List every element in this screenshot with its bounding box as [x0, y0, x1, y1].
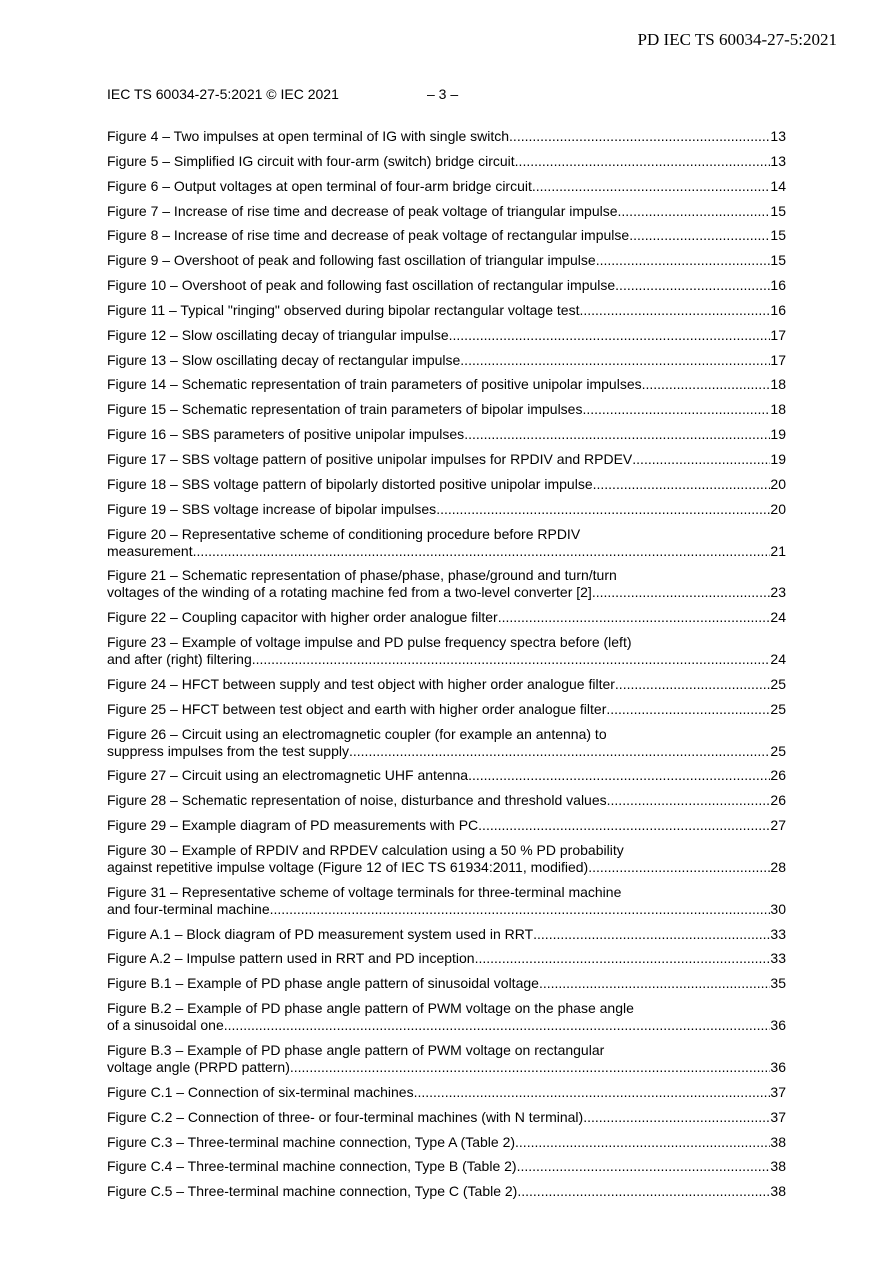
- dot-leader: [606, 701, 770, 718]
- toc-entry[interactable]: [107, 609, 786, 626]
- toc-entry[interactable]: [107, 501, 786, 518]
- toc-entry[interactable]: [107, 842, 786, 876]
- dot-leader: [615, 676, 771, 693]
- dot-leader: [498, 609, 771, 626]
- toc-entry-title: Figure 22 – Coupling capacitor with higher order analogue filter: [107, 609, 498, 626]
- toc-entry-title: Figure 5 – Simplified IG circuit with four-arm (switch) bridge circuit: [107, 152, 515, 169]
- toc-entry[interactable]: [107, 1109, 786, 1126]
- toc-page-number: 24: [770, 651, 786, 668]
- toc-page-number: 35: [770, 975, 786, 992]
- toc-entry[interactable]: [107, 701, 786, 718]
- toc-page-number: 25: [770, 742, 786, 759]
- dot-leader: [533, 926, 770, 943]
- dot-leader: [224, 1017, 771, 1034]
- dot-leader: [449, 327, 771, 344]
- toc-entry-title: Figure A.2 – Impulse pattern used in RRT and PD inception: [107, 950, 475, 967]
- toc-entry[interactable]: [107, 1000, 786, 1034]
- toc-page-number: 27: [770, 817, 786, 834]
- toc-page-number: 20: [770, 500, 786, 517]
- toc-page-number: 16: [770, 277, 786, 294]
- toc-entry-title: Figure 10 – Overshoot of peak and following fast oscillation of rectangular impulse: [107, 277, 616, 294]
- toc-entry-title: Figure C.4 – Three-terminal machine connection, Type B (Table 2): [107, 1158, 517, 1175]
- document-code: PD IEC TS 60034-27-5:2021: [637, 30, 837, 49]
- toc-entry-title: Figure 16 – SBS parameters of positive unipolar impulses: [107, 426, 465, 443]
- toc-page-number: 38: [770, 1183, 786, 1200]
- toc-entry-title: Figure 14 – Schematic representation of train parameters of positive unipolar impulses: [107, 376, 642, 393]
- dot-leader: [270, 901, 771, 918]
- dot-leader: [532, 178, 771, 195]
- toc-page-number: 19: [770, 426, 786, 443]
- dot-leader: [615, 277, 770, 294]
- dot-leader: [515, 1134, 770, 1151]
- toc-page-number: 28: [770, 858, 786, 875]
- dot-leader: [582, 401, 770, 418]
- toc-entry[interactable]: [107, 950, 786, 967]
- toc-entry-title: Figure B.3 – Example of PD phase angle pattern of PWM voltage on rectangular: [107, 1042, 605, 1058]
- dot-leader: [618, 203, 771, 220]
- running-header: [107, 86, 459, 102]
- toc-page-number: 33: [770, 950, 786, 967]
- toc-entry[interactable]: [107, 792, 786, 809]
- dot-leader: [517, 1158, 771, 1175]
- toc-entry[interactable]: [107, 1158, 786, 1175]
- toc-page-number: 21: [770, 542, 786, 559]
- toc-page-number: 26: [770, 767, 786, 784]
- dot-leader: [596, 252, 771, 269]
- toc-entry-title: Figure 11 – Typical "ringing" observed during bipolar rectangular voltage test: [107, 301, 580, 318]
- toc-entry-title: against repetitive impulse voltage (Figure 12 of IEC TS 61934:2011, modified): [107, 858, 589, 875]
- toc-entry[interactable]: [107, 567, 786, 601]
- dot-leader: [579, 302, 770, 319]
- toc-entry[interactable]: [107, 726, 786, 760]
- toc-entry-title: Figure C.5 – Three-terminal machine connection, Type C (Table 2): [107, 1183, 518, 1200]
- toc-page-number: 13: [770, 128, 786, 144]
- toc-entry[interactable]: [107, 817, 786, 834]
- toc-entry[interactable]: [107, 1183, 786, 1200]
- toc-page-number: 38: [770, 1158, 786, 1175]
- toc-entry-title: Figure 15 – Schematic representation of train parameters of bipolar impulses: [107, 401, 583, 418]
- toc-entry[interactable]: [107, 926, 786, 943]
- toc-page-number: 15: [770, 252, 786, 269]
- toc-entry-title: of a sinusoidal one: [107, 1017, 224, 1034]
- toc-entry-title: Figure 20 – Representative scheme of conditioning procedure before RPDIV: [107, 525, 581, 542]
- toc-page-number: 25: [770, 675, 786, 692]
- toc-entry-title: voltage angle (PRPD pattern): [107, 1059, 290, 1075]
- toc-entry-title: Figure 24 – HFCT between supply and test object with higher order analogue filter: [107, 675, 615, 692]
- dot-leader: [517, 1183, 770, 1200]
- dot-leader: [593, 476, 771, 493]
- toc-entry-title: Figure C.2 – Connection of three- or four-terminal machines (with N terminal): [107, 1108, 584, 1125]
- dot-leader: [475, 950, 771, 967]
- toc-entry-title: suppress impulses from the test supply: [107, 742, 349, 759]
- toc-entry[interactable]: [107, 676, 786, 693]
- toc-page-number: 17: [770, 351, 786, 368]
- toc-page-number: 24: [770, 609, 786, 626]
- toc-page-number: 37: [770, 1083, 786, 1100]
- toc-entry-title: Figure 12 – Slow oscillating decay of triangular impulse: [107, 326, 449, 343]
- toc-entry-title: Figure 8 – Increase of rise time and decrease of peak voltage of rectangular impulse: [107, 227, 630, 244]
- toc-entry[interactable]: [107, 401, 786, 418]
- toc-entry-title: Figure A.1 – Block diagram of PD measurement system used in RRT: [107, 925, 534, 942]
- dot-leader: [642, 376, 771, 393]
- toc-page-number: 20: [770, 475, 786, 492]
- dot-leader: [193, 543, 771, 560]
- dot-leader: [607, 792, 771, 809]
- toc-entry-title: Figure 9 – Overshoot of peak and following fast oscillation of triangular impulse: [107, 252, 596, 269]
- toc-entry[interactable]: [107, 277, 786, 294]
- toc-entry-title: voltages of the winding of a rotating machine fed from a two-level converter [2]: [107, 584, 592, 601]
- toc-entry[interactable]: [107, 376, 786, 393]
- toc-page-number: 23: [770, 584, 786, 601]
- toc-entry[interactable]: [107, 1134, 786, 1151]
- dot-leader: [349, 743, 770, 760]
- toc-entry[interactable]: [107, 153, 786, 170]
- toc-page-number: 25: [770, 700, 786, 717]
- toc-page-number: 36: [770, 1017, 786, 1034]
- dot-leader: [632, 451, 770, 468]
- dot-leader: [460, 352, 770, 369]
- dot-leader: [252, 651, 771, 668]
- toc-entry-title: Figure 21 – Schematic representation of phase/phase, phase/ground and turn/turn: [107, 567, 617, 584]
- toc-page-number: 36: [770, 1059, 786, 1075]
- running-header-title: IEC TS 60034-27-5:2021 © IEC 2021: [107, 86, 339, 102]
- toc-entry[interactable]: [107, 252, 786, 269]
- toc-page-number: 14: [770, 177, 786, 194]
- toc-entry[interactable]: [107, 227, 786, 244]
- dot-leader: [414, 1084, 771, 1101]
- toc-entry[interactable]: [107, 1042, 786, 1076]
- dot-leader: [478, 817, 770, 834]
- toc-page-number: 26: [770, 792, 786, 809]
- page-number: – 3 –: [427, 86, 459, 102]
- toc-entry-title: Figure C.1 – Connection of six-terminal machines: [107, 1083, 414, 1100]
- toc-entry-title: Figure 17 – SBS voltage pattern of positive unipolar impulses for RPDIV and RPDEV: [107, 450, 633, 467]
- toc-entry[interactable]: [107, 352, 786, 369]
- toc-entry-title: measurement: [107, 542, 193, 559]
- toc-page-number: 33: [770, 925, 786, 942]
- toc-entry[interactable]: [107, 476, 786, 493]
- toc-entry[interactable]: [107, 767, 786, 784]
- toc-entry[interactable]: [107, 975, 786, 992]
- toc-entry-title: Figure 23 – Example of voltage impulse and PD pulse frequency spectra before (left): [107, 634, 632, 651]
- dot-leader: [509, 128, 770, 145]
- toc-page-number: 18: [770, 376, 786, 393]
- toc-entry-title: Figure 27 – Circuit using an electromagnetic UHF antenna: [107, 767, 469, 784]
- toc-page-number: 18: [770, 401, 786, 418]
- toc-page-number: 37: [770, 1108, 786, 1125]
- toc-page-number: 19: [770, 450, 786, 467]
- toc-entry-title: Figure 7 – Increase of rise time and decrease of peak voltage of triangular impulse: [107, 202, 618, 219]
- dot-leader: [515, 153, 771, 170]
- dot-leader: [539, 975, 770, 992]
- toc-entry-title: Figure 30 – Example of RPDIV and RPDEV calculation using a 50 % PD probability: [107, 841, 624, 858]
- toc-entry[interactable]: [107, 327, 786, 344]
- toc-entry[interactable]: [107, 203, 786, 220]
- dot-leader: [464, 426, 770, 443]
- toc-entry-title: Figure 4 – Two impulses at open terminal of IG with single switch: [107, 128, 510, 144]
- toc-entry[interactable]: [107, 1084, 786, 1101]
- toc-page-number: 16: [770, 301, 786, 318]
- toc-page-number: 13: [770, 152, 786, 169]
- toc-entry[interactable]: [107, 178, 786, 195]
- dot-leader: [436, 501, 770, 518]
- toc-entry-title: Figure 13 – Slow oscillating decay of rectangular impulse: [107, 351, 461, 368]
- toc-page-number: 30: [770, 900, 786, 917]
- toc-entry[interactable]: [107, 128, 786, 145]
- dot-leader: [468, 767, 770, 784]
- toc-entry[interactable]: [107, 451, 786, 468]
- toc-entry[interactable]: [107, 884, 786, 918]
- list-of-figures: [107, 128, 786, 1208]
- dot-leader: [592, 584, 771, 601]
- toc-page-number: 15: [770, 227, 786, 244]
- dot-leader: [290, 1059, 771, 1076]
- toc-entry[interactable]: [107, 302, 786, 319]
- dot-leader: [629, 227, 770, 244]
- toc-entry-title: Figure 29 – Example diagram of PD measurements with PC: [107, 817, 479, 834]
- toc-entry-title: Figure 19 – SBS voltage increase of bipolar impulses: [107, 500, 437, 517]
- toc-page-number: 38: [770, 1133, 786, 1150]
- toc-entry-title: Figure 25 – HFCT between test object and earth with higher order analogue filter: [107, 700, 607, 717]
- toc-entry-title: Figure C.3 – Three-terminal machine connection, Type A (Table 2): [107, 1133, 516, 1150]
- toc-page-number: 17: [770, 326, 786, 343]
- toc-entry[interactable]: [107, 634, 786, 668]
- toc-entry-title: Figure 6 – Output voltages at open terminal of four-arm bridge circuit: [107, 177, 532, 194]
- toc-entry[interactable]: [107, 426, 786, 443]
- toc-entry-title: Figure 26 – Circuit using an electromagnetic coupler (for example an antenna) to: [107, 725, 607, 742]
- dot-leader: [588, 859, 770, 876]
- toc-entry-title: Figure B.2 – Example of PD phase angle pattern of PWM voltage on the phase angle: [107, 1000, 634, 1017]
- toc-entry[interactable]: [107, 526, 786, 560]
- toc-entry-title: Figure 31 – Representative scheme of voltage terminals for three-terminal machine: [107, 883, 622, 900]
- dot-leader: [583, 1109, 770, 1126]
- toc-entry-title: and four-terminal machine: [107, 900, 270, 917]
- toc-entry-title: and after (right) filtering: [107, 651, 252, 668]
- toc-entry-title: Figure B.1 – Example of PD phase angle pattern of sinusoidal voltage: [107, 975, 539, 992]
- toc-entry-title: Figure 28 – Schematic representation of noise, disturbance and threshold values: [107, 792, 607, 809]
- toc-entry-title: Figure 18 – SBS voltage pattern of bipolarly distorted positive unipolar impulse: [107, 475, 593, 492]
- toc-page-number: 15: [770, 202, 786, 219]
